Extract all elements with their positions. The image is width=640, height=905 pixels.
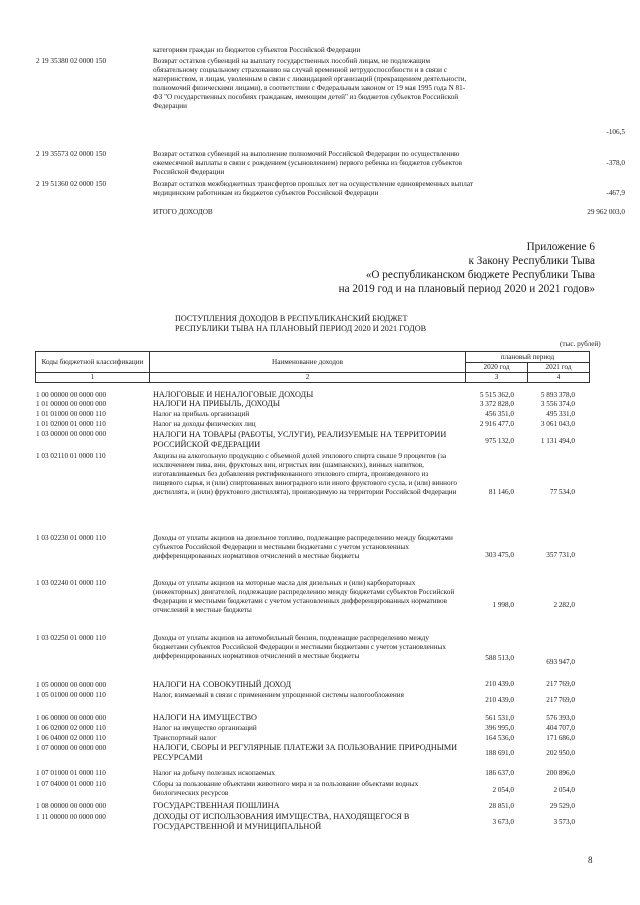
top-row-1-code: 2 19 35380 02 0000 150 (36, 57, 107, 65)
row-1-2020: 3 372 828,0 (479, 400, 514, 408)
total-value: 29 962 003,0 (587, 208, 625, 216)
top-row-0-text: категориям граждан из бюджетов субъектов Российской Федерации (153, 46, 361, 54)
row-14-code: 1 07 00000 00 0000 000 (36, 744, 107, 752)
row-6-2021: 357 731,0 (546, 551, 575, 559)
row-7-name: Доходы от уплаты акцизов на моторные масла для дизельных и (или) карбюраторных (инжекторных) двигателей, подлежащие распределению между бюджетами субъектов Российской Федерации и местными бюджетами с учетом установленных дифференцированных нормативов отчислений в местные бюджеты (153, 579, 455, 614)
row-17-2020: 28 851,0 (488, 802, 514, 810)
row-12-name: Налог на имущество организаций (153, 724, 257, 732)
row-14-2021: 202 950,0 (546, 749, 575, 757)
header-name: Наименование доходов (150, 352, 466, 373)
row-0-2021: 5 893 378,0 (540, 391, 575, 399)
row-13-name: Транспортный налог (153, 734, 217, 742)
row-8-name: Доходы от уплаты акцизов на автомобильный бензин, подлежащие распределению между бюджетами субъектов Российской Федерации и местными бюджетами с учетом установленных дифференцированных нормативов отчислений в местные бюджеты (153, 634, 446, 660)
row-9-2020: 210 439,0 (485, 680, 514, 688)
row-9-code: 1 05 00000 00 0000 000 (36, 681, 107, 689)
row-1-name: НАЛОГИ НА ПРИБЫЛЬ, ДОХОДЫ (153, 399, 281, 408)
row-2-name: Налог на прибыль организаций (153, 410, 250, 418)
units-label: (тыс. рублей) (560, 340, 601, 348)
row-15-code: 1 07 01000 01 0000 110 (36, 769, 106, 777)
row-3-2020: 2 916 477,0 (479, 420, 514, 428)
row-11-name: НАЛОГИ НА ИМУЩЕСТВО (153, 713, 257, 722)
row-15-2020: 186 637,0 (485, 769, 514, 777)
row-9-name: НАЛОГИ НА СОВОКУПНЫЙ ДОХОД (153, 680, 292, 689)
row-10-name: Налог, взимаемый в связи с применением упрощенной системы налогообложения (153, 691, 404, 699)
top-row-3-text: Возврат остатков межбюджетных трансфертов прошлых лет на осуществление единовременных выплат медицинским работникам из бюджетов субъектов Российской Федерации (153, 180, 473, 197)
header-codes: Коды бюджетной классификации (36, 352, 150, 373)
top-row-2-code: 2 19 35573 02 0000 150 (36, 150, 107, 158)
row-8-code: 1 03 02250 01 0000 110 (36, 634, 106, 642)
top-row-1-value: -106,5 (606, 128, 625, 136)
row-17-code: 1 08 00000 00 0000 000 (36, 802, 107, 810)
top-row-1-text: Возврат остатков субвенций на выплату государственных пособий лицам, не подлежащим обязательному социальному страхованию на случай временной нетрудоспособности и в связи с материнством, и лицам, уволенным в связи с ликвидацией организаций (прекращением деятельности, полномочий физическими лицами), в соответствии с Федеральным законом от 19 мая 1995 года N 81-ФЗ "О государственных пособиях гражданам, имеющим детей" из бюджетов субъектов Российской Федерации (153, 57, 467, 110)
row-16-2020: 2 054,0 (492, 786, 514, 794)
row-11-2020: 561 531,0 (485, 714, 514, 722)
row-6-2020: 303 475,0 (485, 551, 514, 559)
top-row-3-code: 2 19 51360 02 0000 150 (36, 180, 107, 188)
appendix-line-3: «О республиканском бюджете Республики Тыва (365, 269, 595, 281)
row-3-code: 1 01 02000 01 0000 110 (36, 420, 106, 428)
row-6-code: 1 03 02230 01 0000 110 (36, 534, 106, 542)
row-2-code: 1 01 01000 00 0000 110 (36, 410, 106, 418)
row-0-2020: 5 515 362,0 (479, 391, 514, 399)
row-16-2021: 2 054,0 (553, 786, 575, 794)
row-12-2020: 396 995,0 (485, 724, 514, 732)
row-4-name: НАЛОГИ НА ТОВАРЫ (РАБОТЫ, УСЛУГИ), РЕАЛИЗУЕМЫЕ НА ТЕРРИТОРИИ РОССИЙСКОЙ ФЕДЕРАЦИИ (153, 430, 447, 449)
row-10-2021: 217 769,0 (546, 696, 575, 704)
header-col-1: 1 (36, 373, 150, 383)
title-line-2: РЕСПУБЛИКИ ТЫВА НА ПЛАНОВЫЙ ПЕРИОД 2020 И 2021 ГОДОВ (175, 324, 427, 333)
row-12-2021: 404 707,0 (546, 724, 575, 732)
row-18-code: 1 11 00000 00 0000 000 (36, 813, 106, 821)
row-5-name: Акцизы на алкогольную продукцию с объемной долей этилового спирта свыше 9 процентов (за исключением пива, вин, фруктовых вин, игристых вин (шампанских), винных напитков, изготавливаемых без добавления ректификованного этилового спирта, произведенного из пищевого сырья, и (или) спиртованных виноградного или иного фруктового сусла, и (или) винного дистиллята, и (или) фруктового дистиллята), производимую на территории Российской Федерации (153, 452, 457, 496)
row-17-2021: 29 529,0 (549, 802, 575, 810)
row-0-name: НАЛОГОВЫЕ И НЕНАЛОГОВЫЕ ДОХОДЫ (153, 390, 314, 399)
appendix-line-1: Приложение 6 (526, 241, 595, 253)
page-number: 8 (588, 855, 593, 865)
row-10-2020: 210 439,0 (485, 696, 514, 704)
row-2-2021: 495 331,0 (546, 410, 575, 418)
row-6-name: Доходы от уплаты акцизов на дизельное топливо, подлежащие распределению между бюджетами субъектов Российской Федерации и местными бюджетами с учетом установленных дифференцированных нормативов отчислений в местные бюджеты (153, 534, 453, 560)
row-0-code: 1 00 00000 00 0000 000 (36, 391, 107, 399)
row-3-2021: 3 061 043,0 (540, 420, 575, 428)
row-1-code: 1 01 00000 00 0000 000 (36, 400, 107, 408)
row-13-code: 1 06 04000 02 0000 110 (36, 734, 106, 742)
row-11-2021: 576 393,0 (546, 714, 575, 722)
row-7-2020: 1 998,0 (492, 601, 514, 609)
row-14-name: НАЛОГИ, СБОРЫ И РЕГУЛЯРНЫЕ ПЛАТЕЖИ ЗА ПОЛЬЗОВАНИЕ ПРИРОДНЫМИ РЕСУРСАМИ (153, 743, 458, 762)
row-2-2020: 456 351,0 (485, 410, 514, 418)
row-1-2021: 3 556 374,0 (540, 400, 575, 408)
row-5-code: 1 03 02110 01 0000 110 (36, 452, 106, 460)
row-18-name: ДОХОДЫ ОТ ИСПОЛЬЗОВАНИЯ ИМУЩЕСТВА, НАХОДЯЩЕГОСЯ В ГОСУДАРСТВЕННОЙ И МУНИЦИПАЛЬНОЙ (153, 812, 410, 831)
table-header (35, 351, 590, 383)
row-4-2021: 1 131 494,0 (540, 437, 575, 445)
top-row-3-value: -467,9 (606, 189, 625, 197)
header-col-4: 4 (528, 373, 590, 383)
top-row-2-value: -378,0 (606, 159, 625, 167)
row-5-2021: 77 534,0 (549, 488, 575, 496)
header-year-2021: 2021 год (528, 363, 590, 373)
row-15-2021: 200 896,0 (546, 769, 575, 777)
header-col-3: 3 (466, 373, 528, 383)
row-18-2020: 3 673,0 (492, 818, 514, 826)
row-5-2020: 81 146,0 (488, 488, 514, 496)
title-line-1: ПОСТУПЛЕНИЯ ДОХОДОВ В РЕСПУБЛИКАНСКИЙ БЮДЖЕТ (175, 314, 408, 323)
row-8-2021: 693 947,0 (546, 658, 575, 666)
header-year-2020: 2020 год (466, 363, 528, 373)
row-7-code: 1 03 02240 01 0000 110 (36, 579, 106, 587)
row-17-name: ГОСУДАРСТВЕННАЯ ПОШЛИНА (153, 801, 280, 810)
total-label: ИТОГО ДОХОДОВ (153, 208, 213, 216)
row-3-name: Налог на доходы физических лиц (153, 420, 256, 428)
appendix-line-4: на 2019 год и на плановый период 2020 и 2021 годов» (338, 283, 595, 295)
row-18-2021: 3 573,0 (553, 818, 575, 826)
row-8-2020: 588 513,0 (485, 654, 514, 662)
row-7-2021: 2 282,0 (553, 601, 575, 609)
header-col-2: 2 (150, 373, 466, 383)
top-row-2-text: Возврат остатков субвенций на выполнение полномочий Российской Федерации по осуществлению ежемесячной выплаты в связи с рождением (усыновлением) первого ребенка из бюджетов субъектов Российской Федерации (153, 150, 463, 176)
row-10-code: 1 05 01000 00 0000 110 (36, 691, 106, 699)
row-4-code: 1 03 00000 00 0000 000 (36, 430, 107, 438)
header-period: плановый период (466, 352, 590, 363)
row-13-2020: 164 536,0 (485, 734, 514, 742)
row-12-code: 1 06 02000 02 0000 110 (36, 724, 106, 732)
appendix-line-2: к Закону Республики Тыва (468, 255, 595, 267)
row-11-code: 1 06 00000 00 0000 000 (36, 714, 107, 722)
row-9-2021: 217 769,0 (546, 680, 575, 688)
row-16-code: 1 07 04000 01 0000 110 (36, 780, 106, 788)
row-4-2020: 975 132,0 (485, 437, 514, 445)
row-16-name: Сборы за пользование объектами животного мира и за пользование объектами водных биологических ресурсов (153, 780, 419, 797)
row-15-name: Налог на добычу полезных ископаемых (153, 769, 276, 777)
row-14-2020: 188 691,0 (485, 749, 514, 757)
row-13-2021: 171 686,0 (546, 734, 575, 742)
